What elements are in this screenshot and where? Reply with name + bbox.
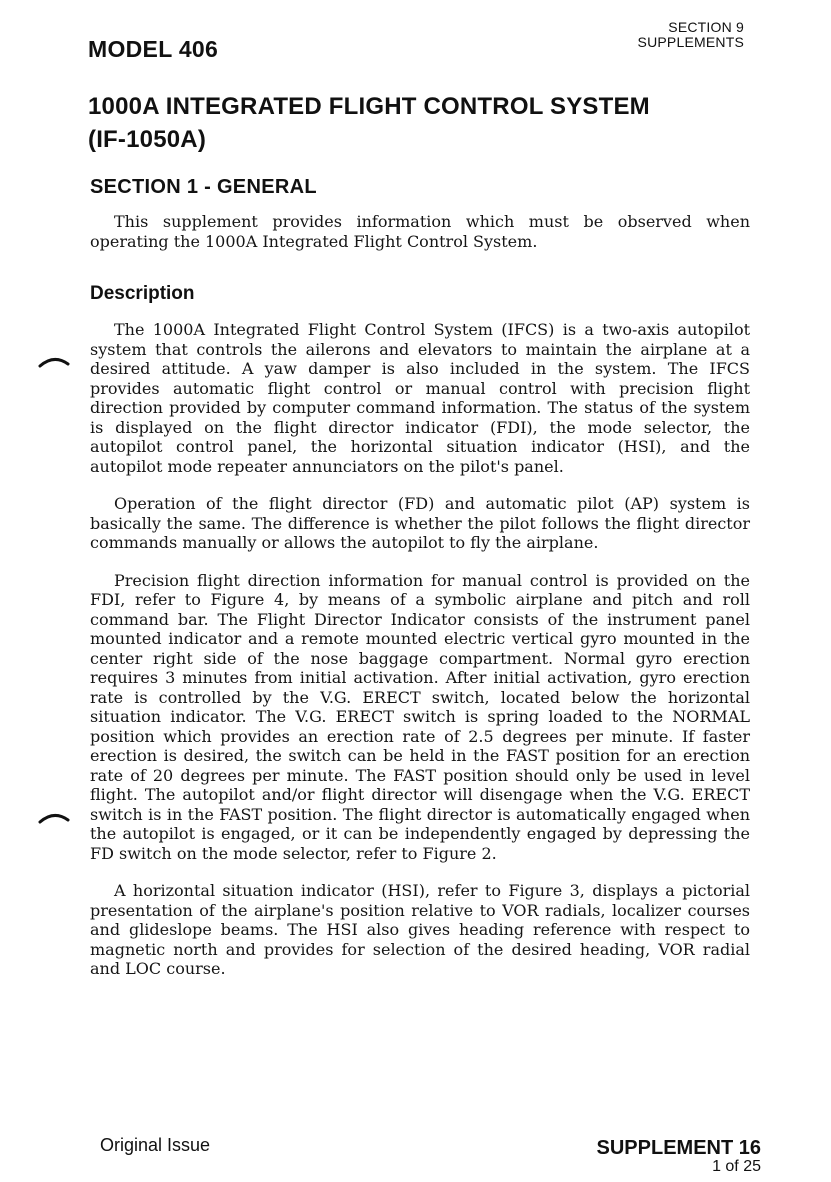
page-number: 1 of 25 (712, 1158, 761, 1175)
paragraph-fd-ap-operation: Operation of the flight director (FD) and automatic pilot (AP) system is basically the same. The difference is whether the pilot follows the flight director commands manually or allows the autopilot to fly the airplane. (90, 494, 750, 552)
intro-paragraph: This supplement provides information which must be observed when operating the 1000A Integrated Flight Control System. (90, 212, 750, 251)
intro-block (90, 212, 750, 251)
model-title: MODEL 406 (88, 36, 219, 62)
paragraph-ifcs-overview: The 1000A Integrated Flight Control System (IFCS) is a two-axis autopilot system that controls the ailerons and elevators to maintain the airplane at a desired attitude. A yaw damper is also included in the system. The IFCS provides automatic flight control or manual control with precision flight direction provided by computer command information. The status of the system is displayed on the flight director indicator (FDI), the mode selector, the autopilot control panel, the horizontal situation indicator (HSI), and the autopilot mode repeater annunciators on the pilot's panel. (90, 320, 750, 476)
title-line-2: (IF-1050A) (88, 126, 207, 153)
description-heading: Description (90, 283, 195, 304)
title-line-1: 1000A INTEGRATED FLIGHT CONTROL SYSTEM (88, 93, 650, 120)
paragraph-hsi: A horizontal situation indicator (HSI), refer to Figure 3, displays a pictorial presentation of the airplane's position relative to VOR radials, localizer courses and glideslope beams. The HSI also gives heading reference with respect to magnetic north and provides for selection of the desired heading, VOR radial and LOC course. (90, 881, 750, 978)
section-subtitle: SUPPLEMENTS (637, 34, 744, 50)
supplement-number: SUPPLEMENT 16 (596, 1137, 761, 1159)
section-heading: SECTION 1 - GENERAL (90, 176, 317, 198)
document-title (88, 90, 738, 156)
description-body (90, 320, 750, 997)
section-number: SECTION 9 (668, 19, 744, 35)
section-label (638, 20, 744, 50)
paragraph-fdi-details: Precision flight direction information for manual control is provided on the FDI, refer to Figure 4, by means of a symbolic airplane and pitch and roll command bar. The Flight Director Indicator consists of the instrument panel mounted indicator and a remote mounted electric vertical gyro mounted in the center right side of the nose baggage compartment. Normal gyro erection requires 3 minutes from initial activation. After initial activation, gyro erection rate is controlled by the V.G. ERECT switch, located below the horizontal situation indicator. The V.G. ERECT switch is spring loaded to the NORMAL position which provides an erection rate of 2.5 degrees per minute. If faster erection is desired, the switch can be held in the FAST position for an erection rate of 20 degrees per minute. The FAST position should only be used in level flight. The autopilot and/or flight director will disengage when the V.G. ERECT switch is in the FAST position. The flight director is automatically engaged when the autopilot is engaged, or it can be independently engaged by depressing the FD switch on the mode selector, refer to Figure 2. (90, 570, 750, 863)
revision-mark (38, 812, 72, 824)
revision-mark (38, 356, 72, 368)
original-issue-label: Original Issue (100, 1135, 211, 1155)
